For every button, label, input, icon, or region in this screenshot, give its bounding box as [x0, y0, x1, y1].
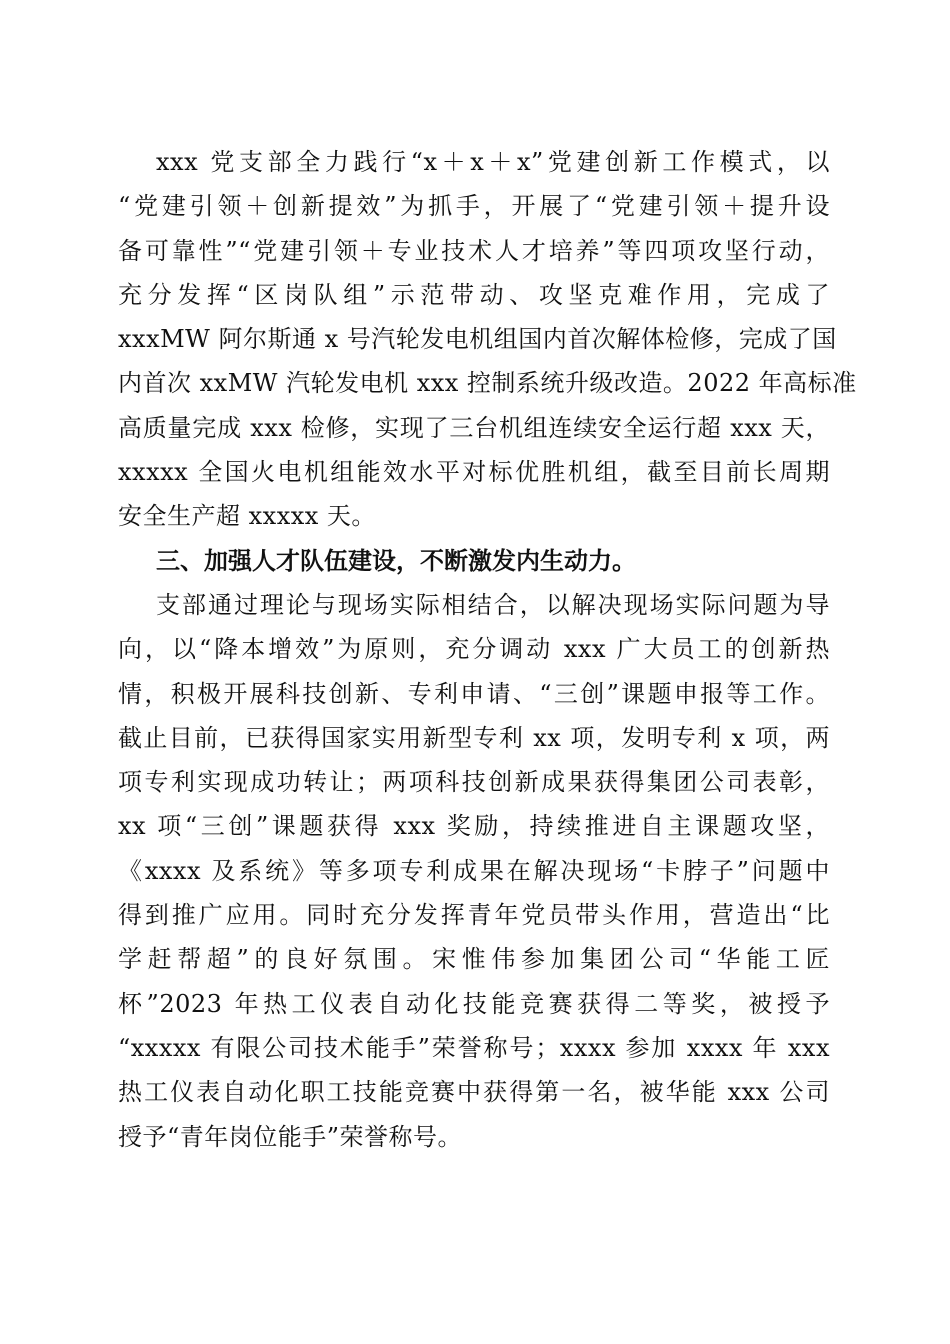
paragraph-line: “xxxxx 有限公司技术能手”荣誉称号；xxxx 参加 xxxx 年 xxx [118, 1033, 830, 1062]
paragraph-achievements [118, 140, 857, 539]
paragraph-line: 热工仪表自动化职工技能竞赛中获得第一名，被华能 xxx 公司 [118, 1078, 830, 1107]
paragraph-line: 《xxxx 及系统》等多项专利成果在解决现场“卡脖子”问题中 [118, 856, 830, 885]
paragraph-line: xxxxx 全国火电机组能效水平对标优胜机组，截至目前长周期 [118, 458, 830, 487]
paragraph-line: 学赶帮超”的良好氛围。宋惟伟参加集团公司“华能工匠 [118, 945, 830, 974]
paragraph-line: 杯”2023 年热工仪表自动化技能竞赛获得二等奖，被授予 [118, 989, 830, 1018]
paragraph-line: 充分发挥“区岗队组”示范带动、攻坚克难作用，完成了 [118, 280, 830, 309]
paragraph-line: xxxMW 阿尔斯通 x 号汽轮发电机组国内首次解体检修，完成了国 [118, 325, 837, 354]
paragraph-line: 情，积极开展科技创新、专利申请、“三创”课题申报等工作。 [118, 679, 830, 708]
paragraph-line: 备可靠性”“党建引领＋专业技术人才培养”等四项攻坚行动， [118, 236, 830, 265]
paragraph-line: xx 项“三创”课题获得 xxx 奖励，持续推进自主课题攻坚， [118, 812, 830, 841]
paragraph-line: “党建引领＋创新提效”为抓手，开展了“党建引领＋提升设 [118, 192, 830, 221]
paragraph-talent [118, 583, 830, 1159]
paragraph-line: 高质量完成 xxx 检修，实现了三台机组连续安全运行超 xxx 天， [118, 413, 830, 442]
paragraph-line: 授予“青年岗位能手”荣誉称号。 [118, 1122, 463, 1151]
paragraph-line: 得到推广应用。同时充分发挥青年党员带头作用，营造出“比 [118, 901, 830, 930]
paragraph-line: 截止目前，已获得国家实用新型专利 xx 项，发明专利 x 项，两 [118, 723, 830, 752]
paragraph-line: 安全生产超 xxxxx 天。 [118, 502, 376, 531]
paragraph-line: xxx 党支部全力践行“x＋x＋x”党建创新工作模式，以 [156, 148, 830, 176]
paragraph-line: 内首次 xxMW 汽轮发电机 xxx 控制系统升级改造。2022 年高标准 [118, 369, 857, 398]
paragraph-line: 向，以“降本增效”为原则，充分调动 xxx 广大员工的创新热 [118, 635, 830, 664]
paragraph-line: 支部通过理论与现场实际相结合，以解决现场实际问题为导 [156, 590, 830, 619]
paragraph-line: 项专利实现成功转让；两项科技创新成果获得集团公司表彰， [118, 768, 830, 797]
document-body [118, 140, 857, 1159]
section-heading: 三、加强人才队伍建设，不断激发内生动力。 [156, 546, 636, 575]
